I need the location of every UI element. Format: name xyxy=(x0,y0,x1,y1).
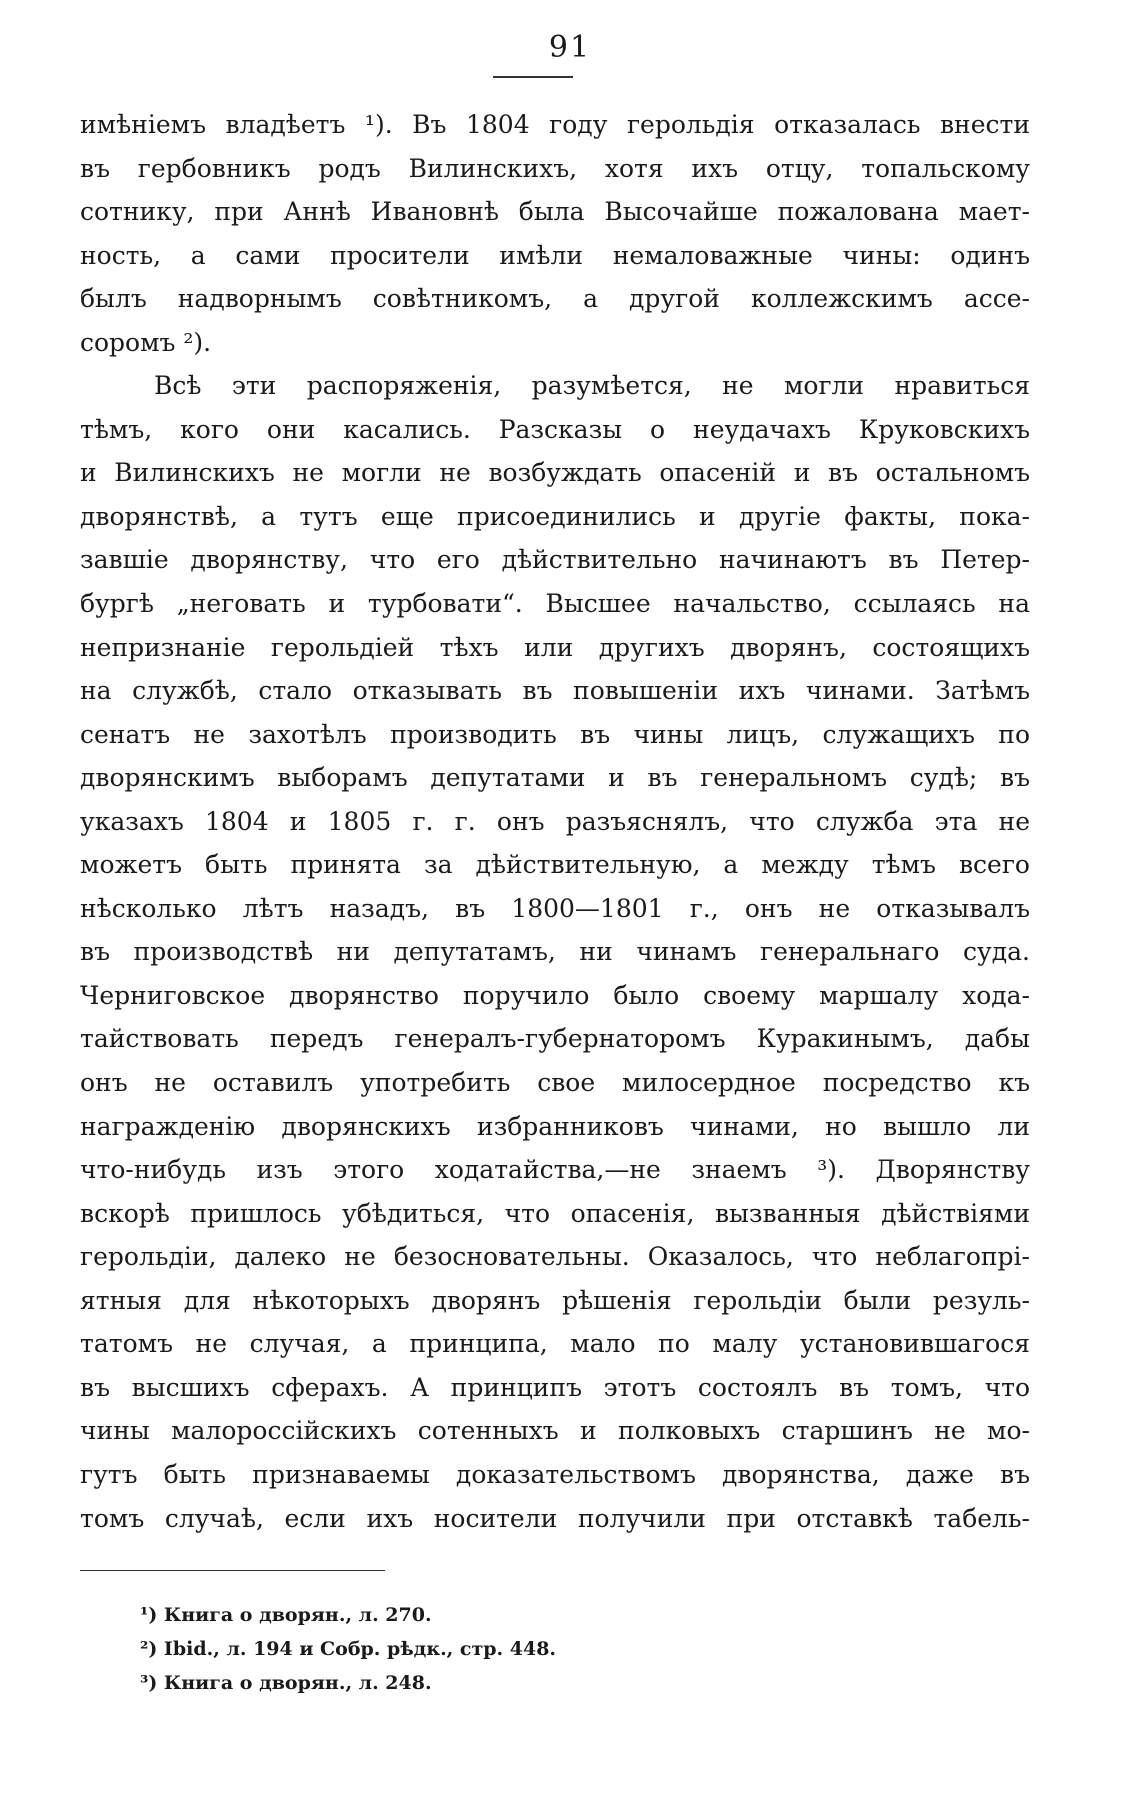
text-line: и Вилинскихъ не могли не возбуждать опасеній и въ остальномъ xyxy=(80,458,1030,488)
text-line: сотнику, при Аннѣ Ивановнѣ была Высочайше пожалована мает- xyxy=(80,197,1030,227)
text-line: былъ надворнымъ совѣтникомъ, а другой коллежскимъ ассе- xyxy=(80,284,1030,314)
text-line: въ высшихъ сферахъ. А принципъ этотъ состоялъ въ томъ, что xyxy=(80,1372,1030,1402)
footnotes xyxy=(140,1598,556,1700)
text-line: въ гербовникъ родъ Вилинскихъ, хотя ихъ отцу, топальскому xyxy=(80,153,1030,183)
text-line: гутъ быть признаваемы доказательствомъ дворянства, даже въ xyxy=(80,1459,1030,1489)
text-line: ятныя для нѣкоторыхъ дворянъ рѣшенія герольдіи были резуль- xyxy=(80,1285,1030,1315)
text-line: ность, а сами просители имѣли немаловажные чины: одинъ xyxy=(80,240,1030,270)
text-line: тайствовать передъ генералъ-губернаторомъ Куракинымъ, дабы xyxy=(80,1024,1030,1054)
text-line: соромъ ²). xyxy=(80,327,212,357)
text-line: дворянствѣ, а тутъ еще присоединились и другіе факты, пока- xyxy=(80,501,1030,531)
text-line: сенатъ не захотѣлъ производить въ чины лицъ, служащихъ по xyxy=(80,719,1030,749)
paragraph-start-line: Всѣ эти распоряженія, разумѣется, не могли нравиться xyxy=(154,371,1030,401)
text-line: можетъ быть принята за дѣйствительную, а между тѣмъ всего xyxy=(80,850,1030,880)
text-line: награжденію дворянскихъ избранниковъ чинами, но вышло ли xyxy=(80,1111,1030,1141)
text-line: бургѣ „неговать и турбовати“. Высшее начальство, ссылаясь на xyxy=(80,589,1030,619)
footnote-1: ¹) Книга о дворян., л. 270. xyxy=(140,1604,432,1626)
text-line: непризнаніе герольдіей тѣхъ или другихъ дворянъ, состоящихъ xyxy=(80,632,1030,662)
body-text xyxy=(80,103,1030,1540)
text-line: герольдіи, далеко не безосновательны. Оказалось, что неблагопрі- xyxy=(80,1242,1030,1272)
text-line: дворянскимъ выборамъ депутатами и въ генеральномъ судѣ; въ xyxy=(80,763,1030,793)
footnote-2: ²) Ibid., л. 194 и Собр. рѣдк., стр. 448. xyxy=(140,1638,557,1660)
text-line: на службѣ, стало отказывать въ повышеніи ихъ чинами. Затѣмъ xyxy=(80,676,1030,706)
text-line: имѣніемъ владѣетъ ¹). Въ 1804 году герольдія отказалась внести xyxy=(80,110,1030,139)
text-line: вскорѣ пришлось убѣдиться, что опасенія, вызванныя дѣйствіями xyxy=(80,1198,1030,1228)
text-line: томъ случаѣ, если ихъ носители получили при отставкѣ табель- xyxy=(80,1503,1030,1533)
footnote-separator xyxy=(80,1570,385,1571)
text-line: Черниговское дворянство поручило было своему маршалу хода- xyxy=(80,980,1030,1010)
text-line: чины малороссійскихъ сотенныхъ и полковыхъ старшинъ не мо- xyxy=(80,1416,1030,1446)
text-line: татомъ не случая, а принципа, мало по малу установившагося xyxy=(80,1329,1030,1359)
text-line: тѣмъ, кого они касались. Разсказы о неудачахъ Круковскихъ xyxy=(80,414,1030,444)
text-line: нѣсколько лѣтъ назадъ, въ 1800—1801 г., онъ не отказывалъ xyxy=(80,893,1030,923)
page-number-rule xyxy=(493,76,573,78)
text-line: въ производствѣ ни депутатамъ, ни чинамъ генеральнаго суда. xyxy=(80,937,1030,967)
text-line: указахъ 1804 и 1805 г. г. онъ разъяснялъ, что служба эта не xyxy=(80,806,1030,836)
footnote-3: ³) Книга о дворян., л. 248. xyxy=(140,1672,432,1694)
text-line: что-нибудь изъ этого ходатайства,—не знаемъ ³). Дворянству xyxy=(80,1155,1030,1185)
text-line: онъ не оставилъ употребить свое милосердное посредство къ xyxy=(80,1068,1030,1098)
page-number: 91 xyxy=(548,30,592,65)
text-line: завшіе дворянству, что его дѣйствительно начинаютъ въ Петер- xyxy=(80,545,1030,575)
